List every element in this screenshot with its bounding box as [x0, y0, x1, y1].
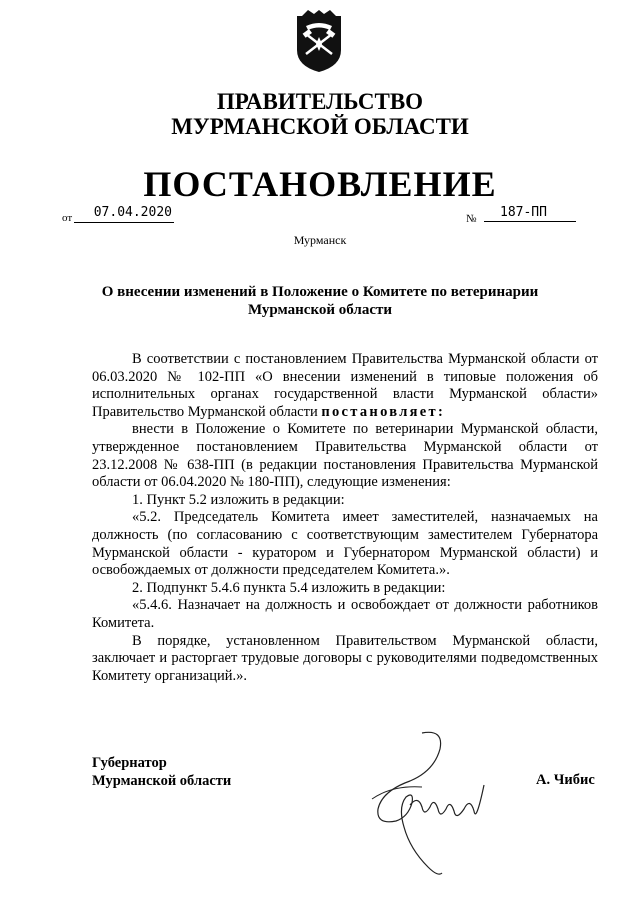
handwritten-signature-icon	[352, 725, 502, 885]
number-label: №	[466, 213, 477, 225]
intro-paragraph	[92, 351, 598, 421]
body-paragraph: 1. Пункт 5.2 изложить в редакции:	[132, 491, 345, 508]
document-date: 07.04.2020	[74, 203, 174, 223]
body-paragraph: «5.2. Председатель Комитета имеет заместителей, назначаемых на должность (по согласованию с соответствующим заместителем Губернатора Мурманской области - куратором и Губернатором Мурманской области) и освобождаемых от должности председателем Комитета.».	[92, 509, 598, 579]
signer-title	[92, 754, 231, 790]
body-paragraph: В порядке, установленном Правительством Мурманской области, заключает и расторгает трудовые договоры с руководителями подведомственных Комитету организаций.».	[92, 632, 598, 684]
date-label: от	[62, 212, 73, 224]
signer-name: А. Чибис	[536, 772, 595, 788]
decides-text: постановляет:	[321, 403, 446, 420]
document-type-title: ПОСТАНОВЛЕНИЕ	[143, 164, 497, 204]
government-name-line1: ПРАВИТЕЛЬСТВО	[216, 89, 424, 114]
document-body	[92, 351, 598, 685]
signer-title-line1: Губернатор	[92, 755, 167, 771]
body-paragraph: внести в Положение о Комитете по ветеринарии Мурманской области, утвержденное постановлением Правительства Мурманской области от 23.12.2008 № 638-ПП (в редакции постановления Правительства Мурманской области от 06.04.2020 № 180-ПП), следующие изменения:	[92, 421, 598, 491]
document-subject: О внесении изменений в Положение о Комитете по ветеринарии Мурманской области	[101, 284, 539, 318]
coat-of-arms-icon	[294, 10, 344, 74]
signer-title-line2: Мурманской области	[92, 773, 232, 789]
body-paragraph: «5.4.6. Назначает на должность и освобождает от должности работников Комитета.	[92, 597, 598, 631]
city-name: Мурманск	[293, 233, 347, 247]
intro-text: В соответствии с постановлением Правительства Мурманской области от 06.03.2020 № 102-ПП «О внесении изменений в типовые положения об исполнительных органах государственной власти Мурманской области» Правительство Мурманской области	[92, 351, 598, 420]
government-name-line2: МУРМАНСКОЙ ОБЛАСТИ	[171, 114, 469, 139]
document-number: 187-ПП	[484, 203, 576, 222]
body-paragraph: 2. Подпункт 5.4.6 пункта 5.4 изложить в редакции:	[132, 579, 446, 596]
